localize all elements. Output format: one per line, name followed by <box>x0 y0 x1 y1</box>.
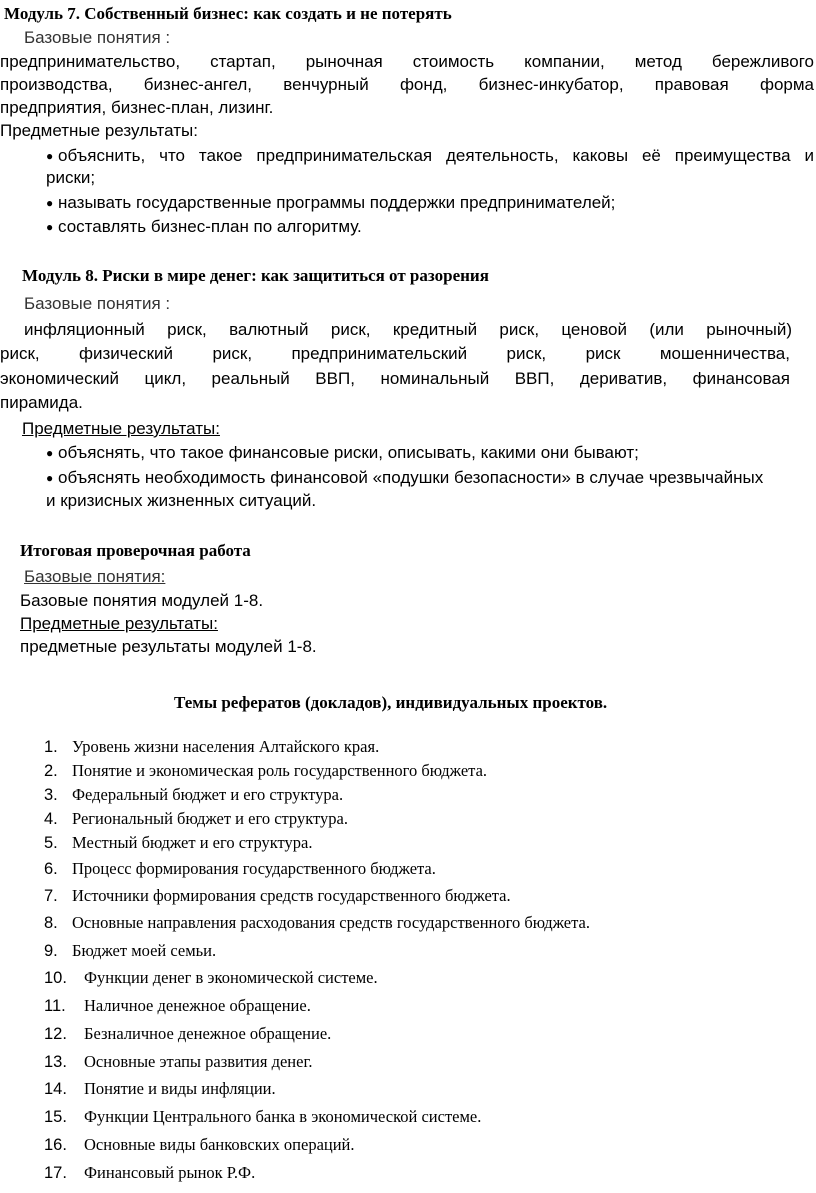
topic-item: 2. Понятие и экономическая роль государственного бюджета. <box>44 761 488 780</box>
module7-result-3: ● составлять бизнес-план по алгоритму. <box>46 217 362 236</box>
module8-base-label: Базовые понятия : <box>24 294 171 313</box>
topic-item: 10. Функции денег в экономической системе. <box>44 968 378 987</box>
final-base-label: Базовые понятия: <box>24 567 166 586</box>
topic-item: 12. Безналичное денежное обращение. <box>44 1024 332 1043</box>
module8-results-label: Предметные результаты: <box>22 419 220 438</box>
topics-heading: Темы рефератов (докладов), индивидуальных проектов. <box>174 693 608 712</box>
topic-item: 11. Наличное денежное обращение. <box>44 996 311 1015</box>
topic-item: 15. Функции Центрального банка в экономической системе. <box>44 1107 482 1126</box>
module7-concepts-line-2: производства, бизнес-ангел, венчурный фонд, бизнес-инкубатор, правовая форма <box>0 75 814 94</box>
module8-concepts-line-2: риск, физический риск, предпринимательский риск, риск мошенничества, <box>0 344 790 363</box>
topic-item: 1. Уровень жизни населения Алтайского края. <box>44 737 380 756</box>
module8-title: Модуль 8. Риски в мире денег: как защититься от разорения <box>22 266 489 285</box>
bullet-icon: ● <box>46 446 54 460</box>
module8-result-2: ● объяснять необходимость финансовой «подушки безопасности» в случае чрезвычайных <box>46 468 764 487</box>
bullet-icon: ● <box>46 196 54 210</box>
topic-item: 6. Процесс формирования государственного бюджета. <box>44 859 436 878</box>
topic-item: 9. Бюджет моей семьи. <box>44 941 217 960</box>
module8-result-2-cont: и кризисных жизненных ситуаций. <box>46 491 317 510</box>
module8-concepts-line-1: инфляционный риск, валютный риск, кредитный риск, ценовой (или рыночный) <box>24 320 792 339</box>
module8-concepts-line-3: экономический цикл, реальный ВВП, номинальный ВВП, дериватив, финансовая <box>0 369 790 388</box>
final-results-text: предметные результаты модулей 1-8. <box>20 637 317 656</box>
topic-item: 13. Основные этапы развития денег. <box>44 1052 313 1071</box>
topic-item: 3. Федеральный бюджет и его структура. <box>44 785 344 804</box>
bullet-icon: ● <box>46 149 54 163</box>
topic-item: 5. Местный бюджет и его структура. <box>44 833 313 852</box>
module8-concepts-line-4: пирамида. <box>0 393 83 412</box>
final-results-label: Предметные результаты: <box>20 614 218 633</box>
topic-item: 8. Основные направления расходования средств государственного бюджета. <box>44 913 590 932</box>
module7-result-1-cont: риски; <box>46 168 96 187</box>
final-title: Итоговая проверочная работа <box>20 541 251 560</box>
module7-concepts-line-3: предприятия, бизнес-план, лизинг. <box>0 98 274 117</box>
topic-item: 14. Понятие и виды инфляции. <box>44 1079 276 1098</box>
topic-item: 4. Региональный бюджет и его структура. <box>44 809 348 828</box>
topic-item: 7. Источники формирования средств государственного бюджета. <box>44 886 511 905</box>
module7-concepts-line-1: предпринимательство, стартап, рыночная стоимость компании, метод бережливого <box>0 52 814 71</box>
module7-result-1: ● объяснить, что такое предпринимательская деятельность, каковы её преимущества и <box>46 146 814 165</box>
bullet-icon: ● <box>46 471 54 485</box>
module7-results-label: Предметные результаты: <box>0 121 198 140</box>
topic-item: 17. Финансовый рынок Р.Ф. <box>44 1163 256 1182</box>
topic-item: 16. Основные виды банковских операций. <box>44 1135 355 1154</box>
module7-base-label: Базовые понятия : <box>24 28 171 47</box>
module7-title: Модуль 7. Собственный бизнес: как создать и не потерять <box>4 4 452 23</box>
module7-result-2: ● называть государственные программы поддержки предпринимателей; <box>46 193 616 212</box>
module8-result-1: ● объяснять, что такое финансовые риски, описывать, какими они бывают; <box>46 443 639 462</box>
final-base-text: Базовые понятия модулей 1-8. <box>20 591 264 610</box>
bullet-icon: ● <box>46 220 54 234</box>
